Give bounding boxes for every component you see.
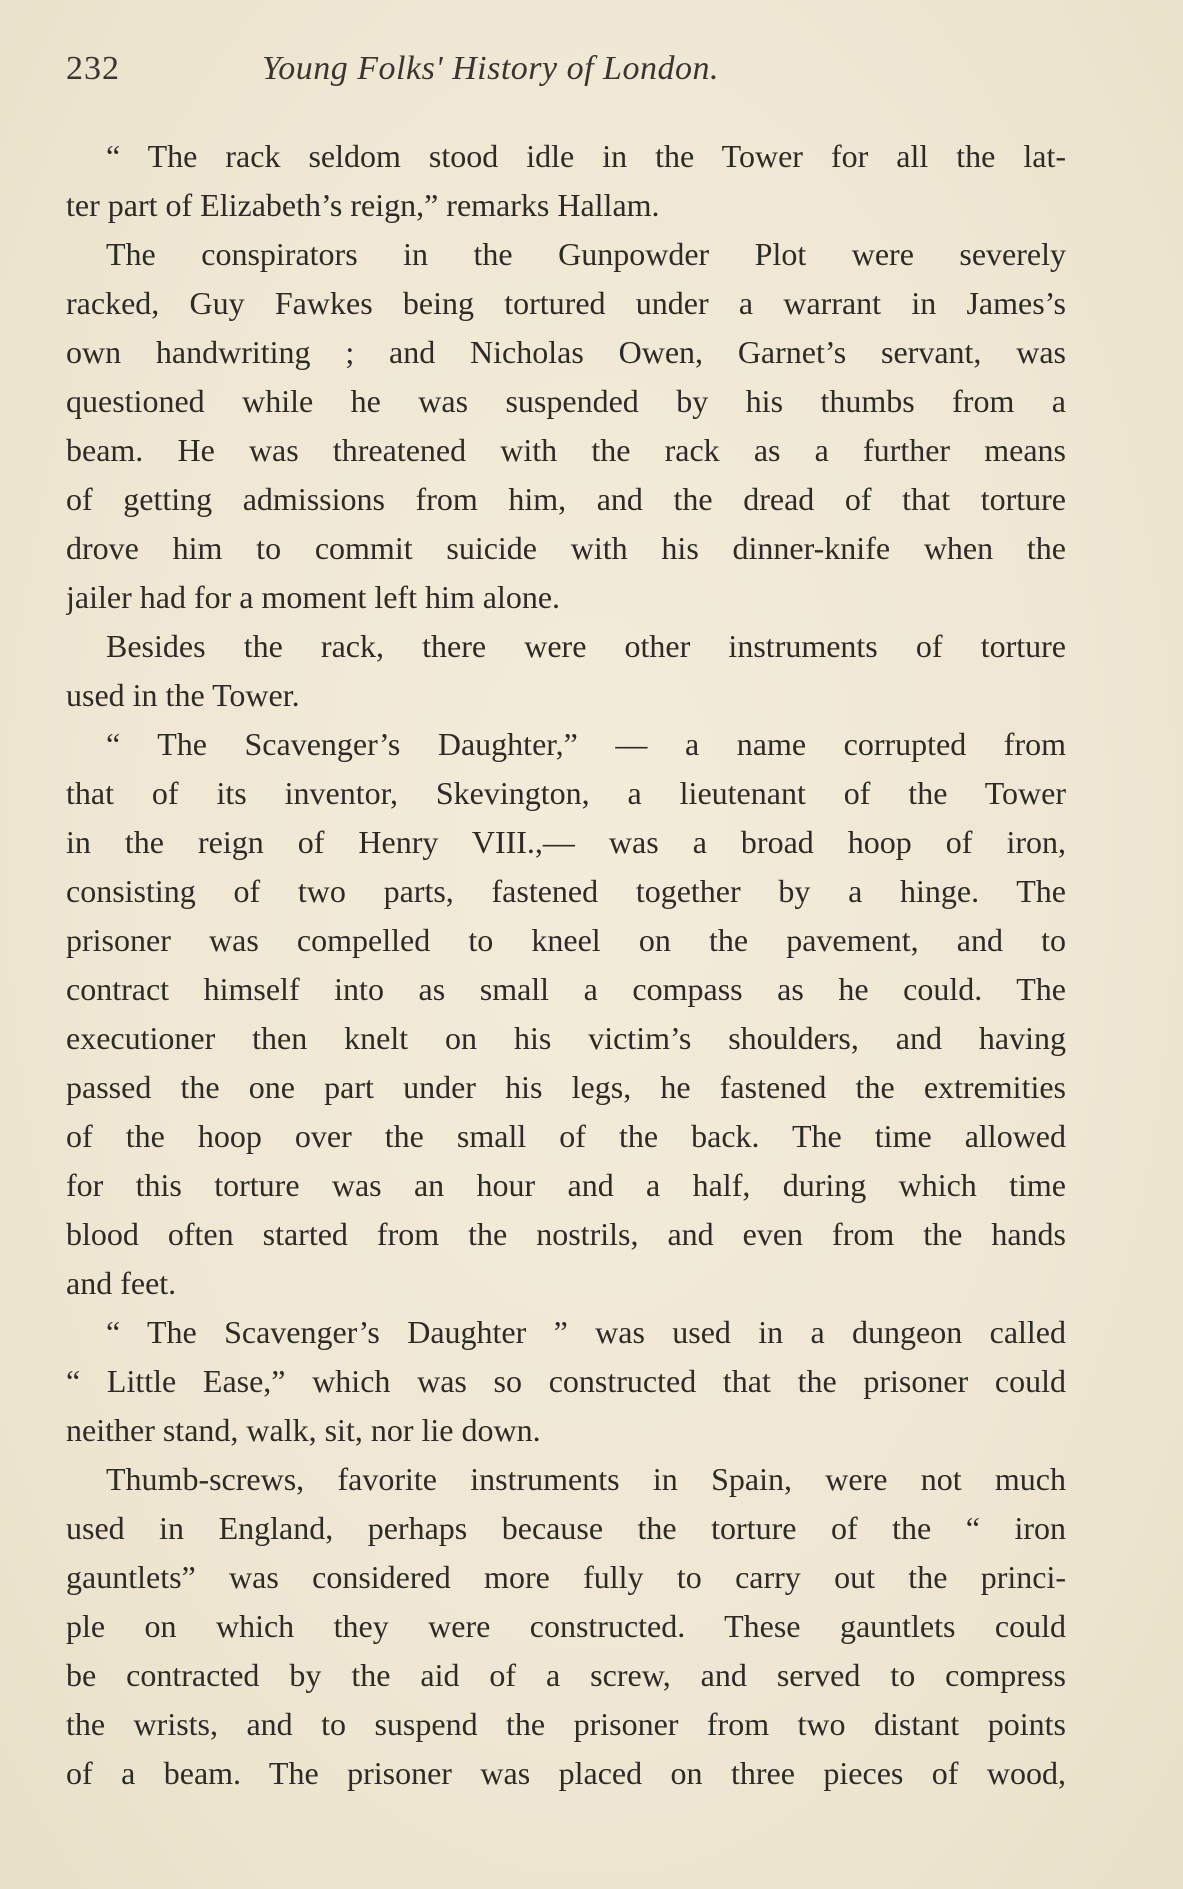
text-line: The conspirators in the Gunpowder Plot were severely — [106, 236, 1066, 272]
text-line: racked, Guy Fawkes being tortured under a warrant in James’s — [66, 285, 1066, 321]
text-line: contract himself into as small a compass as he could. The — [66, 971, 1066, 1007]
text-line: “ The Scavenger’s Daughter,” — a name corrupted from — [106, 726, 1066, 762]
text-line: questioned while he was suspended by his thumbs from a — [66, 383, 1066, 419]
text-line: used in England, perhaps because the torture of the “ iron — [66, 1510, 1066, 1546]
text-line: drove him to commit suicide with his dinner-knife when the — [66, 530, 1066, 566]
text-line: “ The rack seldom stood idle in the Tower for all the lat- — [106, 138, 1066, 174]
page-number: 232 — [66, 50, 120, 87]
text-line: blood often started from the nostrils, and even from the hands — [66, 1216, 1066, 1252]
text-line: the wrists, and to suspend the prisoner from two distant points — [66, 1706, 1066, 1742]
body-text — [66, 132, 1066, 1798]
text-line: be contracted by the aid of a screw, and served to compress — [66, 1657, 1066, 1693]
text-line: neither stand, walk, sit, nor lie down. — [66, 1412, 541, 1448]
text-line: and feet. — [66, 1265, 177, 1301]
text-line: “ The Scavenger’s Daughter ” was used in a dungeon called — [106, 1314, 1066, 1350]
text-line: used in the Tower. — [66, 677, 300, 713]
text-line: jailer had for a moment left him alone. — [66, 579, 561, 615]
text-line: own handwriting ; and Nicholas Owen, Garnet’s servant, was — [66, 334, 1066, 370]
text-line: gauntlets” was considered more fully to carry out the princi- — [66, 1559, 1066, 1595]
text-line: consisting of two parts, fastened together by a hinge. The — [66, 873, 1066, 909]
text-line: Besides the rack, there were other instruments of torture — [106, 628, 1066, 664]
text-line: in the reign of Henry VIII.,— was a broad hoop of iron, — [66, 824, 1066, 860]
text-line: prisoner was compelled to kneel on the pavement, and to — [66, 922, 1066, 958]
page-header — [66, 50, 1066, 94]
text-line: of the hoop over the small of the back. The time allowed — [66, 1118, 1066, 1154]
text-line: of a beam. The prisoner was placed on three pieces of wood, — [66, 1755, 1066, 1791]
text-line: Thumb-screws, favorite instruments in Spain, were not much — [106, 1461, 1066, 1497]
text-line: of getting admissions from him, and the dread of that torture — [66, 481, 1066, 517]
text-line: passed the one part under his legs, he fastened the extremities — [66, 1069, 1066, 1105]
text-line: ter part of Elizabeth’s reign,” remarks Hallam. — [66, 187, 660, 223]
text-line: “ Little Ease,” which was so constructed that the prisoner could — [66, 1363, 1066, 1399]
running-title: Young Folks' History of London. — [262, 50, 719, 87]
text-line: that of its inventor, Skevington, a lieutenant of the Tower — [66, 775, 1066, 811]
text-line: beam. He was threatened with the rack as a further means — [66, 432, 1066, 468]
text-line: for this torture was an hour and a half, during which time — [66, 1167, 1066, 1203]
text-line: ple on which they were constructed. These gauntlets could — [66, 1608, 1066, 1644]
text-line: executioner then knelt on his victim’s shoulders, and having — [66, 1020, 1066, 1056]
